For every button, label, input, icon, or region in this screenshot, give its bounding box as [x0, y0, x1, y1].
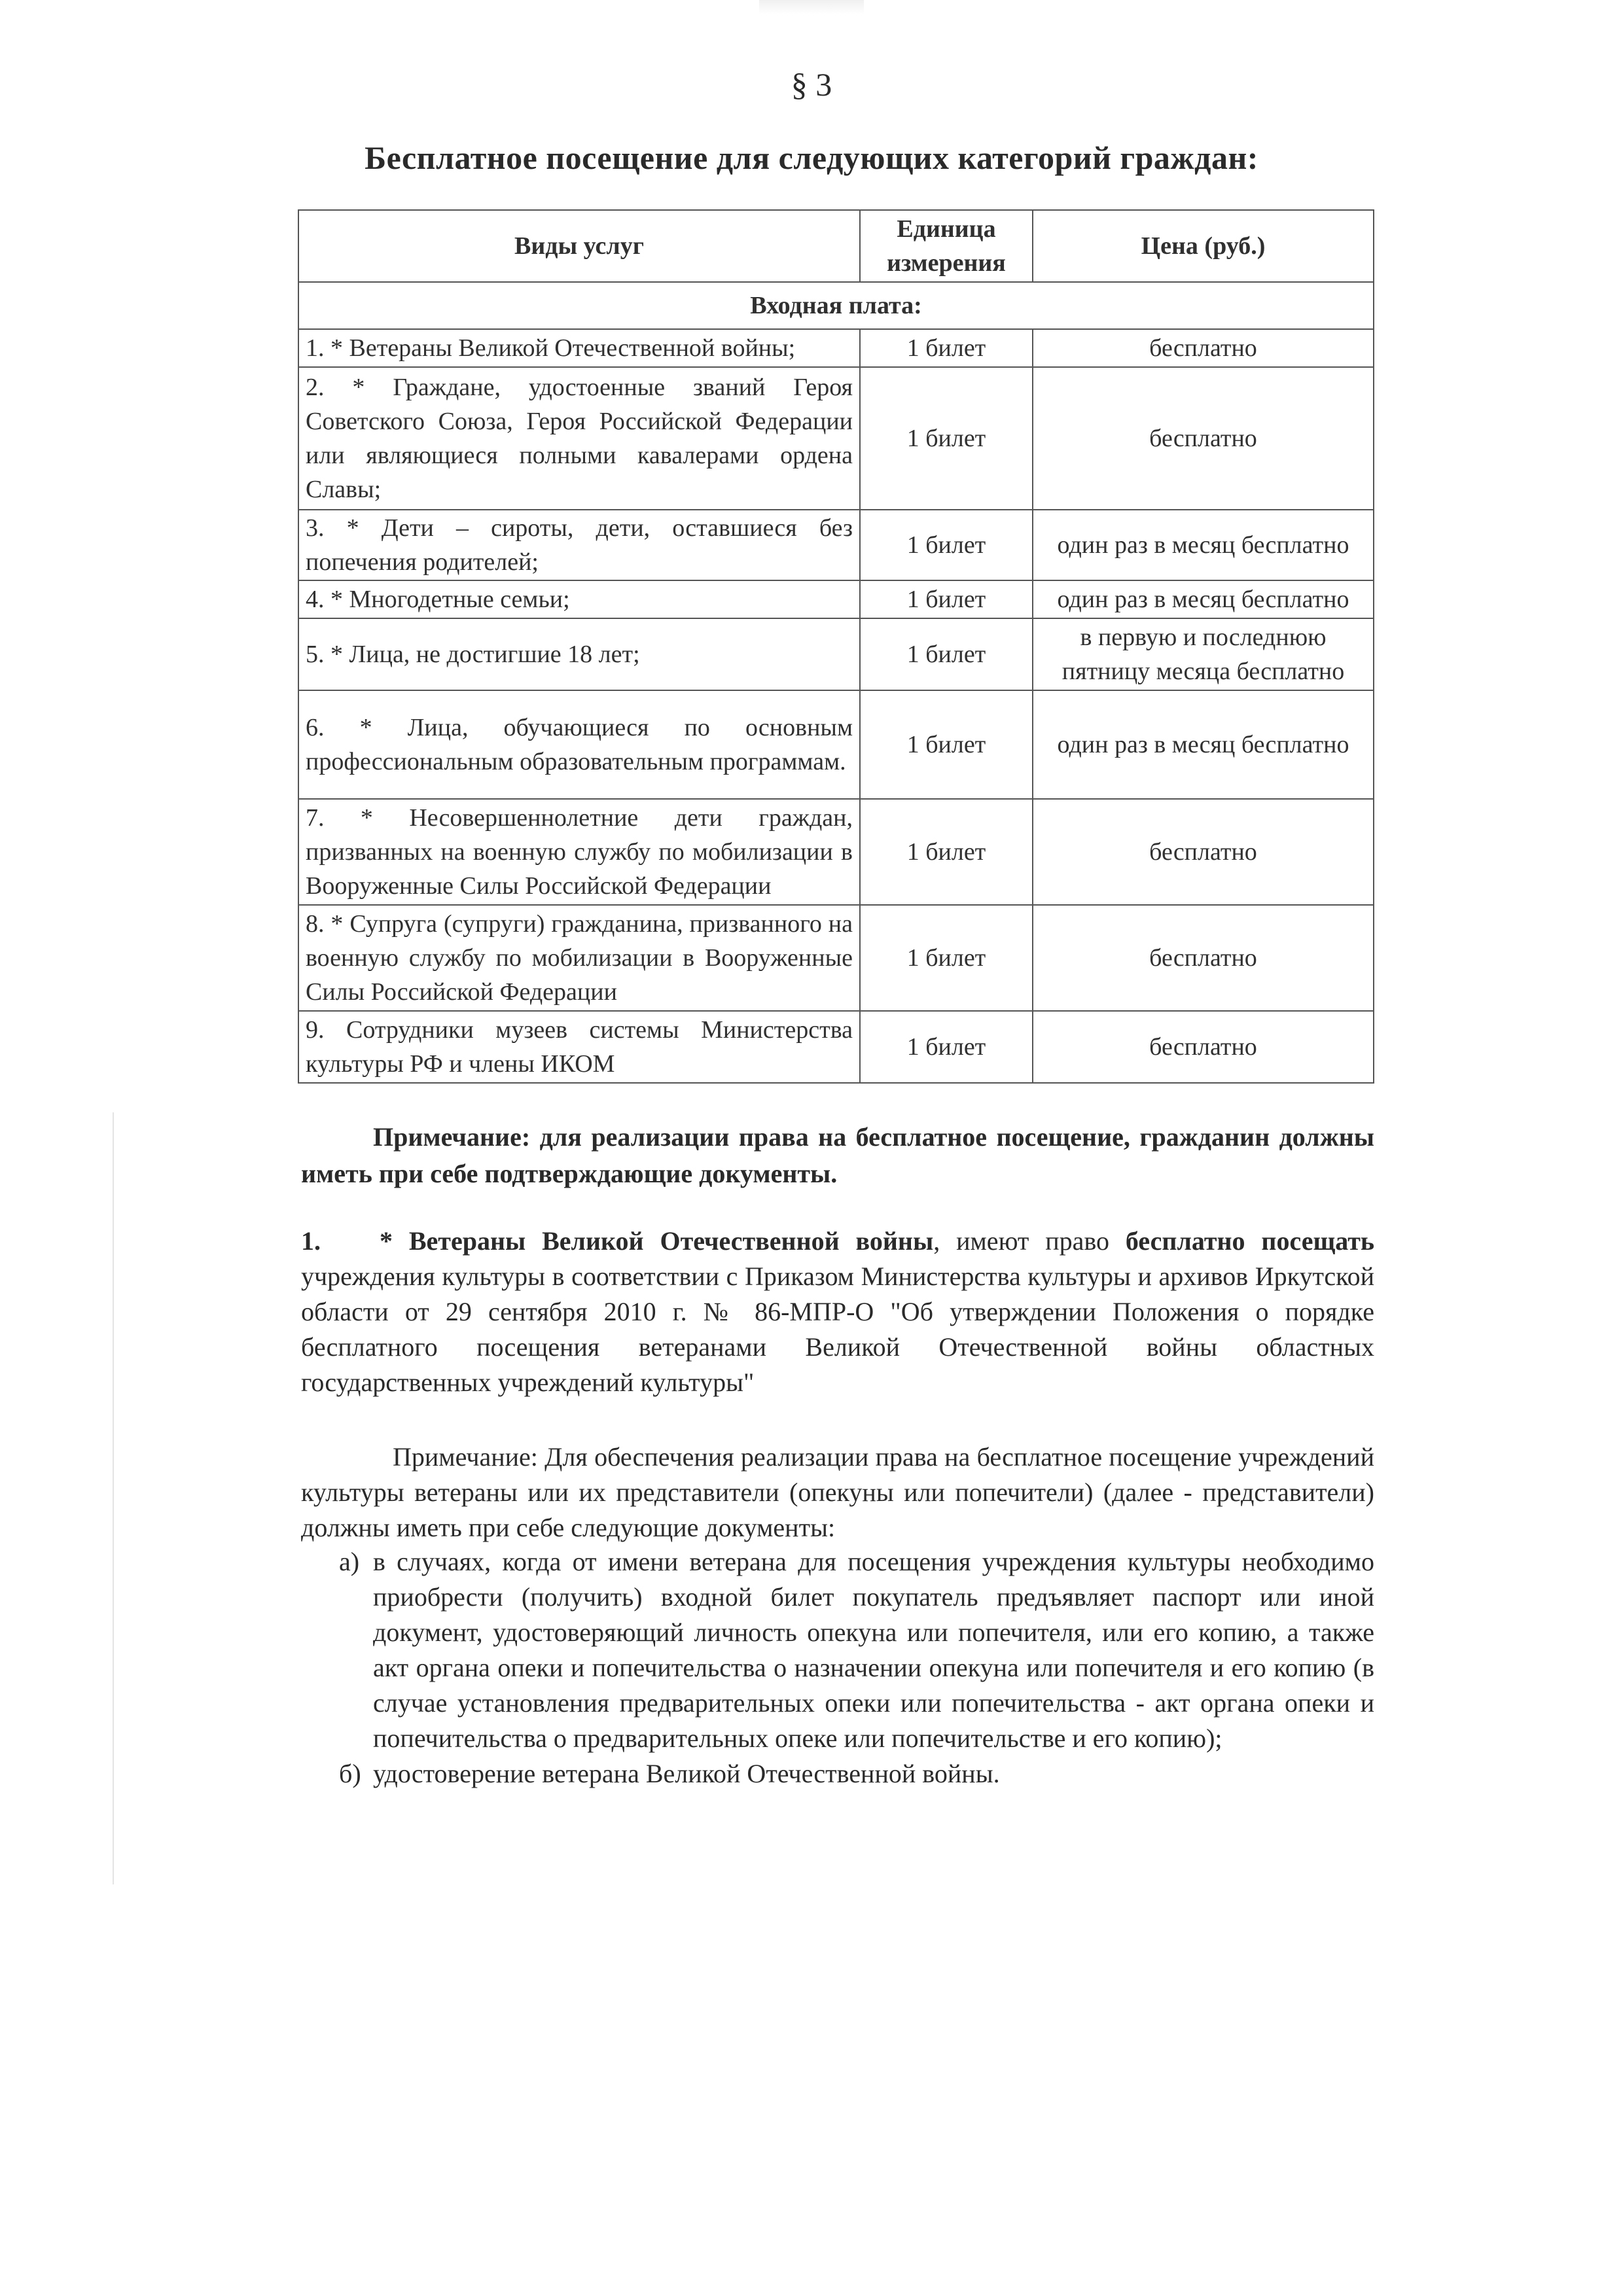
unit-cell: 1 билет: [860, 510, 1033, 580]
unit-cell: 1 билет: [860, 618, 1033, 690]
price-cell: бесплатно: [1033, 367, 1374, 510]
subheader-entry-fee: Входная плата:: [298, 282, 1374, 329]
paragraph-emphasis: бесплатно посещать: [1125, 1226, 1374, 1256]
service-cell: 4. * Многодетные семьи;: [298, 580, 860, 618]
price-cell: бесплатно: [1033, 1011, 1374, 1083]
price-cell: один раз в месяц бесплатно: [1033, 510, 1374, 580]
service-cell: 9. Сотрудники музеев системы Министерства культуры РФ и члены ИКОМ: [298, 1011, 860, 1083]
unit-cell: 1 билет: [860, 905, 1033, 1011]
table-row: [298, 367, 1374, 510]
paragraph-lead: * Ветераны Великой Отечественной войны: [380, 1226, 934, 1256]
table-header-row: [298, 210, 1374, 282]
unit-cell: 1 билет: [860, 580, 1033, 618]
service-cell: 8. * Супруга (супруги) гражданина, призванного на военную службу по мобилизации в Вооруженные Силы Российской Федерации: [298, 905, 860, 1011]
paragraph-note: Примечание: Для обеспечения реализации права на бесплатное посещение учреждений культуры ветераны или их представители (опекуны или попечители) (далее - представители) должны иметь при себе следующие документы:: [301, 1442, 1374, 1542]
service-cell: 3. * Дети – сироты, дети, оставшиеся без попечения родителей;: [298, 510, 860, 580]
unit-cell: 1 билет: [860, 799, 1033, 905]
price-cell: бесплатно: [1033, 329, 1374, 367]
list-text: удостоверение ветерана Великой Отечественной войны.: [373, 1759, 1000, 1788]
list-item: [301, 1544, 1374, 1756]
paragraph-mid: , имеют право: [933, 1226, 1126, 1256]
list-marker: а): [339, 1547, 360, 1576]
documents-list: [301, 1544, 1374, 1792]
price-cell: бесплатно: [1033, 905, 1374, 1011]
list-text: в случаях, когда от имени ветерана для посещения учреждения культуры необходимо приобрести (получить) входной билет покупатель предъявляет паспорт или иной документ, удостоверяющий личность опекуна или попечителя, или его копию, а также акт органа опеки и попечительства о назначении опекуна или попечителя и его копию (в случае установления предварительных опеки или попечительства - акт органа опеки и попечительства о предварительных опеке или попечительстве и его копию);: [373, 1547, 1374, 1753]
price-cell: в первую и последнюю пятницу месяца бесплатно: [1033, 618, 1374, 690]
unit-cell: 1 билет: [860, 690, 1033, 799]
paragraph-rest: учреждения культуры в соответствии с Приказом Министерства культуры и архивов Иркутской области от 29 сентября 2010 г. № 86-МПР-О "Об утверждении Положения о порядке бесплатного посещения ветеранами Великой Отечественной войны областных государственных учреждений культуры": [301, 1262, 1374, 1397]
table-subheader-row: [298, 282, 1374, 329]
table-row: [298, 905, 1374, 1011]
bold-note: Примечание: для реализации права на бесплатное посещение, гражданин должны иметь при себе подтверждающие документы.: [301, 1122, 1374, 1188]
header-unit: Единица измерения: [860, 210, 1033, 282]
unit-cell: 1 билет: [860, 329, 1033, 367]
price-cell: бесплатно: [1033, 799, 1374, 905]
table-row: [298, 799, 1374, 905]
price-cell: один раз в месяц бесплатно: [1033, 690, 1374, 799]
header-price: Цена (руб.): [1033, 210, 1374, 282]
unit-cell: 1 билет: [860, 1011, 1033, 1083]
unit-cell: 1 билет: [860, 367, 1033, 510]
service-cell: 5. * Лица, не достигшие 18 лет;: [298, 618, 860, 690]
table-row: [298, 580, 1374, 618]
table-row: [298, 690, 1374, 799]
services-table: [298, 209, 1374, 1084]
list-item: [301, 1756, 1374, 1792]
section-number: § 3: [791, 66, 832, 103]
service-cell: 7. * Несовершеннолетние дети граждан, призванных на военную службу по мобилизации в Вооруженные Силы Российской Федерации: [298, 799, 860, 905]
scan-edge-line: [113, 1112, 114, 1884]
scan-artifact: [759, 0, 864, 14]
section-heading: Бесплатное посещение для следующих категорий граждан:: [365, 139, 1258, 176]
list-marker: б): [339, 1759, 361, 1788]
price-cell: один раз в месяц бесплатно: [1033, 580, 1374, 618]
table-row: [298, 618, 1374, 690]
paragraph-veterans: [301, 1224, 1374, 1400]
paragraph-number: 1.: [301, 1226, 321, 1256]
header-services: Виды услуг: [298, 210, 860, 282]
table-row: [298, 510, 1374, 580]
table-row: [298, 329, 1374, 367]
service-cell: 2. * Граждане, удостоенные званий Героя Советского Союза, Героя Российской Федерации или являющиеся полными кавалерами ордена Славы;: [298, 367, 860, 510]
service-cell: 1. * Ветераны Великой Отечественной войны;: [298, 329, 860, 367]
table-row: [298, 1011, 1374, 1083]
service-cell: 6. * Лица, обучающиеся по основным профессиональным образовательным программам.: [298, 690, 860, 799]
